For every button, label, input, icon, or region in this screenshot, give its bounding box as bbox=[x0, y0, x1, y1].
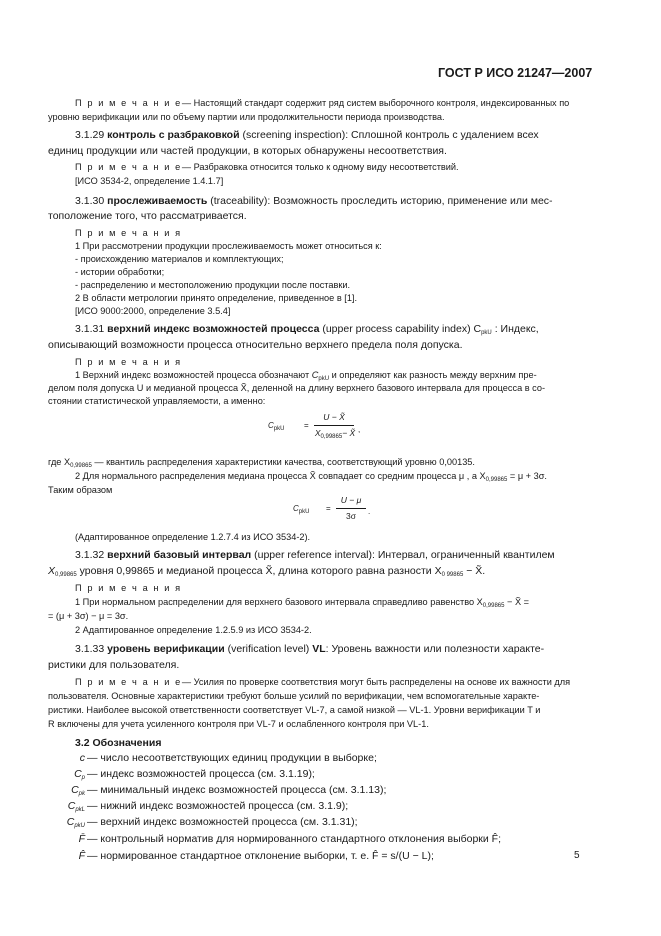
term-abbreviation: VL bbox=[312, 643, 326, 655]
symbol bbox=[48, 850, 85, 862]
equals-sign: = bbox=[304, 421, 309, 430]
symbol-description: — верхний индекс возможностей процесса (см. 3.1.31); bbox=[87, 816, 358, 828]
symbol-list-item bbox=[48, 833, 501, 845]
symbol-subscript: pkL bbox=[75, 807, 85, 813]
term-text: − X̃. bbox=[466, 565, 486, 577]
symbol-subscript: pk bbox=[78, 791, 85, 797]
note-continuation: пользователя. Основные характеристики требуют больше усилий по верификации, чем вспомогательные характе- bbox=[48, 691, 540, 701]
term-definition-continuation: тоположение того, что рассматривается. bbox=[48, 210, 247, 222]
notes-label: П р и м е ч а н и я bbox=[75, 357, 182, 367]
formula-tail: , bbox=[358, 425, 361, 434]
term-number: 3.1.29 bbox=[75, 129, 105, 141]
symbol-letter: F̄ bbox=[78, 833, 85, 845]
note bbox=[75, 98, 569, 108]
symbol bbox=[48, 800, 85, 813]
symbol-list-item bbox=[48, 850, 434, 862]
symbol-letter: C bbox=[66, 816, 75, 828]
note-item: - истории обработки; bbox=[75, 267, 165, 277]
term-name: уровень верификации bbox=[107, 643, 225, 655]
note-text: и определяют как разность между верхним пре- bbox=[331, 370, 537, 380]
symbol-subscript: 0,99865 bbox=[70, 463, 92, 469]
term-definition-continuation: ристики для пользователя. bbox=[48, 659, 180, 671]
notes-label: П р и м е ч а н и я bbox=[75, 583, 182, 593]
symbol bbox=[48, 816, 85, 829]
symbol-letter: C bbox=[74, 768, 82, 780]
note-text: 2 Для нормального распределения медиана процесса X̃ совпадает со средним процесса μ , а X bbox=[75, 471, 486, 481]
source-reference: [ИСО 9000:2000, определение 3.5.4] bbox=[75, 306, 231, 316]
formula-denominator bbox=[310, 428, 360, 440]
symbol-subscript: pkU bbox=[273, 426, 285, 432]
symbol-list-item bbox=[48, 768, 315, 781]
note-item bbox=[75, 471, 547, 483]
formula-denominator: 3σ bbox=[346, 511, 356, 521]
term-3132 bbox=[75, 549, 555, 561]
symbol-description: — нижний индекс возможностей процесса (см. 3.1.9); bbox=[87, 800, 349, 812]
symbol: C bbox=[293, 504, 299, 513]
symbol-subscript: p bbox=[81, 775, 85, 781]
symbol-list-item bbox=[48, 816, 358, 829]
note-text: — Разбраковка относится только к одному виду несоответствий. bbox=[181, 162, 459, 172]
term-definition-continuation bbox=[48, 565, 485, 578]
formula-explanation bbox=[48, 457, 475, 469]
note-item: 2 Адаптированное определение 1.2.5.9 из ИСО 3534-2. bbox=[75, 625, 312, 635]
term-number: 3.1.30 bbox=[75, 195, 105, 207]
term-number: 3.1.32 bbox=[75, 549, 105, 561]
note-item-continuation: делом поля допуска U и медианой процесса X̃, деленной на длину верхнего базового интервала для процесса в со- bbox=[48, 383, 546, 393]
term-definition: (upper process capability index) C bbox=[322, 323, 482, 335]
note-item: - распределению и местоположению продукции после поставки. bbox=[75, 280, 351, 290]
term-number: 3.1.31 bbox=[75, 323, 105, 335]
symbol-subscript: pkU bbox=[318, 376, 330, 382]
term-definition: (upper reference interval): Интервал, ограниченный квантилем bbox=[254, 549, 555, 561]
term-definition-end: : Уровень важности или полезности характе- bbox=[325, 643, 545, 655]
note-text: — Усилия по проверке соответствия могут быть распределены на основе их важности для bbox=[181, 677, 571, 687]
fraction-bar bbox=[314, 425, 354, 426]
symbol: C bbox=[268, 421, 274, 430]
note-item: 2 В области метрологии принято определение, приведенное в [1]. bbox=[75, 293, 358, 303]
term-definition-end: : Индекс, bbox=[494, 323, 539, 335]
symbol-letter: F̂ bbox=[78, 850, 85, 862]
symbol-subscript: 0,99865 bbox=[482, 603, 505, 609]
symbol-subscript: pkU bbox=[74, 823, 85, 829]
symbol-subscript: 0,99865 bbox=[485, 477, 508, 483]
notes-label: П р и м е ч а н и я bbox=[75, 228, 182, 238]
symbol-list-item bbox=[48, 752, 377, 764]
note-text: 1 Верхний индекс возможностей процесса обозначают bbox=[75, 370, 310, 380]
term-text: уровня 0,99865 и медианой процесса X̃, длина которого равна разности X bbox=[79, 565, 442, 577]
formula-tail: . bbox=[368, 507, 371, 516]
note-item bbox=[75, 597, 529, 609]
symbol-description: — число несоответствующих единиц продукции в выборке; bbox=[87, 752, 377, 764]
note-continuation: R включены для учета усиленного контроля при VL-7 и ослабленного контроля при VL-1. bbox=[48, 719, 429, 729]
term-3130 bbox=[75, 195, 553, 207]
symbol-letter: c bbox=[79, 752, 85, 764]
document-code: ГОСТ Р ИСО 21247—2007 bbox=[438, 66, 593, 80]
symbol-description: — нормированное стандартное отклонение выборки, т. е. F̂ = s/(U − L); bbox=[87, 850, 434, 862]
note-text: 1 При нормальном распределении для верхнего базового интервала справедливо равенство X bbox=[75, 597, 483, 607]
symbol: X bbox=[48, 565, 56, 577]
term-definition: (verification level) bbox=[227, 643, 310, 655]
symbol-subscript: pkU bbox=[298, 509, 310, 515]
section-heading: 3.2 Обозначения bbox=[75, 737, 162, 749]
term-name: верхний индекс возможностей процесса bbox=[107, 323, 320, 335]
term-name: контроль с разбраковкой bbox=[107, 129, 240, 141]
symbol-subscript: 0 99865 bbox=[441, 572, 464, 578]
source-reference: (Адаптированное определение 1.2.7.4 из ИСО 3534-2). bbox=[75, 532, 311, 542]
symbol bbox=[48, 752, 85, 764]
page-number: 5 bbox=[574, 850, 580, 861]
note-item-continuation: Таким образом bbox=[48, 485, 113, 495]
note-text: − X̃ = bbox=[507, 597, 530, 607]
symbol-subscript: pkU bbox=[481, 330, 492, 336]
note-item: 1 При рассмотрении продукции прослеживаемость может относиться к: bbox=[75, 241, 382, 251]
note bbox=[75, 162, 459, 172]
symbol-list-item bbox=[48, 784, 386, 797]
note-continuation: уровню верификации или по объему партии или продолжительности периода производства. bbox=[48, 112, 445, 122]
note-text: = μ + 3σ. bbox=[509, 471, 547, 481]
term-definition: (screening inspection): Сплошной контроль с удалением всех bbox=[242, 129, 539, 141]
equals-sign: = bbox=[326, 504, 331, 513]
fraction-bar bbox=[336, 508, 366, 509]
note-item: - происхождению материалов и комплектующих; bbox=[75, 254, 284, 264]
note bbox=[75, 677, 570, 687]
note-text: — квантиль распределения характеристики качества, соответствующий уровню 0,00135. bbox=[94, 457, 475, 467]
note-item bbox=[75, 370, 537, 382]
term-3133 bbox=[75, 643, 544, 655]
symbol bbox=[48, 768, 85, 781]
formula-numerator: U − μ bbox=[340, 495, 362, 505]
term-definition-continuation: описывающий возможности процесса относительно верхнего предела поля допуска. bbox=[48, 339, 463, 351]
note-continuation: ристики. Наиболее высокой ответственности соответствует VL-7, а самой низкой — VL-1. Уровни верификации T и bbox=[48, 705, 541, 715]
term-3129 bbox=[75, 129, 539, 141]
note-text: — Настоящий стандарт содержит ряд систем выборочного контроля, индексированных по bbox=[181, 98, 570, 108]
symbol-description: — индекс возможностей процесса (см. 3.1.19); bbox=[87, 768, 315, 780]
note-label: П р и м е ч а н и е bbox=[75, 677, 182, 687]
symbol: X bbox=[314, 428, 321, 438]
symbol bbox=[48, 833, 85, 845]
formula-lhs bbox=[268, 421, 284, 432]
formula-lhs bbox=[293, 504, 309, 515]
term-definition-continuation: единиц продукции или частей продукции, в которых обнаружены несоответствия. bbox=[48, 145, 447, 157]
note-item-continuation: стоянии статистической управляемости, а именно: bbox=[48, 396, 266, 406]
symbol-subscript: 0,99865 bbox=[320, 434, 343, 440]
formula-numerator: U − X̃ bbox=[323, 412, 345, 422]
source-reference: [ИСО 3534-2, определение 1.4.1.7] bbox=[75, 176, 224, 186]
symbol: C bbox=[311, 370, 319, 380]
symbol-subscript: 0,99865 bbox=[55, 572, 77, 578]
note-label: П р и м е ч а н и е bbox=[75, 162, 182, 172]
note-label: П р и м е ч а н и е bbox=[75, 98, 182, 108]
term-number: 3.1.33 bbox=[75, 643, 105, 655]
symbol: − X̃ bbox=[342, 428, 356, 438]
note-item-continuation: = (μ + 3σ) − μ = 3σ. bbox=[48, 611, 129, 621]
term-name: прослеживаемость bbox=[107, 195, 208, 207]
symbol-letter: C bbox=[67, 800, 76, 812]
term-definition: (traceability): Возможность проследить историю, применение или мес- bbox=[210, 195, 553, 207]
symbol-description: — минимальный индекс возможностей процесса (см. 3.1.13); bbox=[87, 784, 387, 796]
symbol-description: — контрольный норматив для нормированного стандартного отклонения выборки F̂; bbox=[87, 833, 502, 845]
symbol-list-item bbox=[48, 800, 348, 813]
symbol bbox=[48, 784, 85, 797]
note-text: где X bbox=[48, 457, 71, 467]
term-3131 bbox=[75, 323, 539, 336]
term-name: верхний базовый интервал bbox=[107, 549, 252, 561]
symbol-letter: C bbox=[71, 784, 79, 796]
